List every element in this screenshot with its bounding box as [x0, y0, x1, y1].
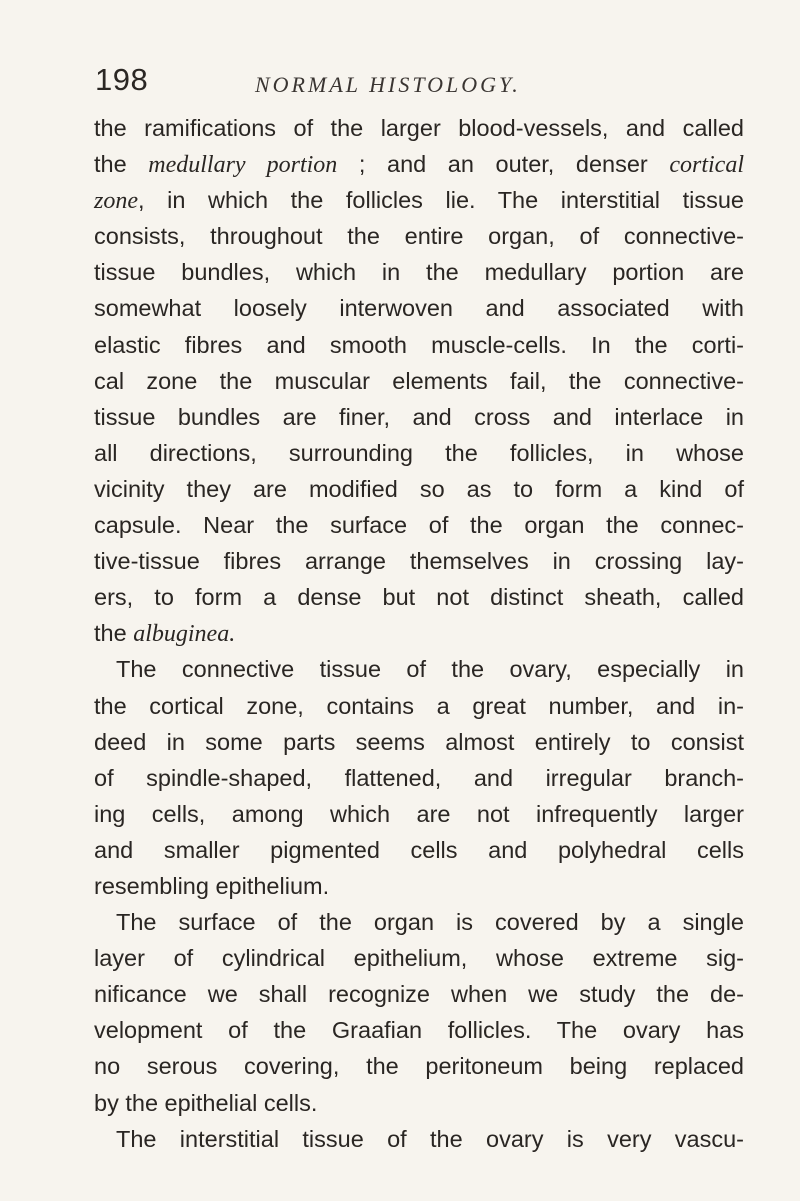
- text-segment: the: [94, 620, 134, 647]
- text-segment: tissue bundles, which in the medullary portion are: [94, 259, 744, 286]
- text-segment: , in which the follicles lie. The interstitial tissue: [138, 187, 744, 214]
- text-line: [94, 1085, 744, 1121]
- running-title: NORMAL HISTOLOGY.: [255, 72, 521, 97]
- text-segment: ers, to form a dense but not distinct sheath, called: [94, 584, 744, 611]
- text-line: [94, 651, 744, 687]
- text-line: [94, 724, 744, 760]
- text-segment: layer of cylindrical epithelium, whose extreme sig-: [94, 945, 744, 972]
- text-line: [94, 904, 744, 940]
- text-line: [94, 363, 744, 399]
- text-segment: the cortical zone, contains a great number, and in-: [94, 692, 744, 719]
- text-line: [94, 868, 744, 904]
- text-line: [94, 1121, 744, 1157]
- text-segment: elastic fibres and smooth muscle-cells. In the corti-: [94, 331, 744, 358]
- text-line: [94, 327, 744, 363]
- text-line: [94, 290, 744, 326]
- text-line: [94, 615, 744, 651]
- text-segment: deed in some parts seems almost entirely to consist: [94, 728, 744, 755]
- text-line: [94, 110, 744, 146]
- text-segment: cal zone the muscular elements fail, the connective-: [94, 367, 744, 394]
- italic-term: medullary portion: [148, 152, 338, 179]
- text-line: [94, 435, 744, 471]
- text-line: [94, 218, 744, 254]
- text-line: [94, 940, 744, 976]
- text-line: [94, 1012, 744, 1048]
- text-segment: The interstitial tissue of the ovary is very vascu-: [116, 1125, 744, 1152]
- italic-term: albuginea.: [133, 621, 236, 648]
- text-segment: the ramifications of the larger blood-vessels, and called: [94, 115, 744, 141]
- text-line: [94, 760, 744, 796]
- text-segment: nificance we shall recognize when we study the de-: [94, 981, 744, 1008]
- text-segment: resembling epithelium.: [94, 872, 330, 899]
- text-segment: the: [94, 151, 149, 178]
- text-line: [94, 507, 744, 543]
- text-segment: and smaller pigmented cells and polyhedral cells: [94, 836, 744, 863]
- text-segment: ing cells, among which are not infrequently larger: [94, 800, 744, 827]
- italic-term: cortical: [669, 152, 744, 179]
- text-line: [94, 976, 744, 1012]
- page-number: 198: [95, 62, 149, 97]
- text-segment: tissue bundles are finer, and cross and interlace in: [94, 403, 744, 430]
- text-line: [94, 1048, 744, 1084]
- text-segment: The surface of the organ is covered by a single: [116, 909, 744, 936]
- text-line: [94, 146, 744, 182]
- text-line: [94, 399, 744, 435]
- text-line: [94, 254, 744, 290]
- text-segment: of spindle-shaped, flattened, and irregular branch-: [94, 764, 744, 791]
- text-segment: The connective tissue of the ovary, especially in: [116, 656, 744, 683]
- text-line: [94, 796, 744, 832]
- italic-term: zone: [94, 188, 138, 215]
- text-segment: somewhat loosely interwoven and associated with: [94, 295, 744, 322]
- text-line: [94, 471, 744, 507]
- text-segment: all directions, surrounding the follicles, in whose: [94, 439, 744, 466]
- text-segment: vicinity they are modified so as to form a kind of: [94, 475, 744, 502]
- text-line: [94, 688, 744, 724]
- text-segment: no serous covering, the peritoneum being replaced: [94, 1053, 744, 1080]
- text-segment: by the epithelial cells.: [94, 1089, 318, 1116]
- text-segment: tive-tissue fibres arrange themselves in crossing lay-: [94, 548, 744, 575]
- text-line: [94, 182, 744, 218]
- text-line: [94, 832, 744, 868]
- text-segment: consists, throughout the entire organ, of connective-: [94, 223, 744, 250]
- text-line: [94, 579, 744, 615]
- text-segment: capsule. Near the surface of the organ the connec-: [94, 512, 744, 539]
- text-line: [94, 543, 744, 579]
- body-text: [94, 110, 744, 1157]
- text-segment: ; and an outer, denser: [337, 151, 670, 178]
- text-segment: velopment of the Graafian follicles. The ovary has: [94, 1017, 744, 1044]
- running-head: [95, 62, 735, 112]
